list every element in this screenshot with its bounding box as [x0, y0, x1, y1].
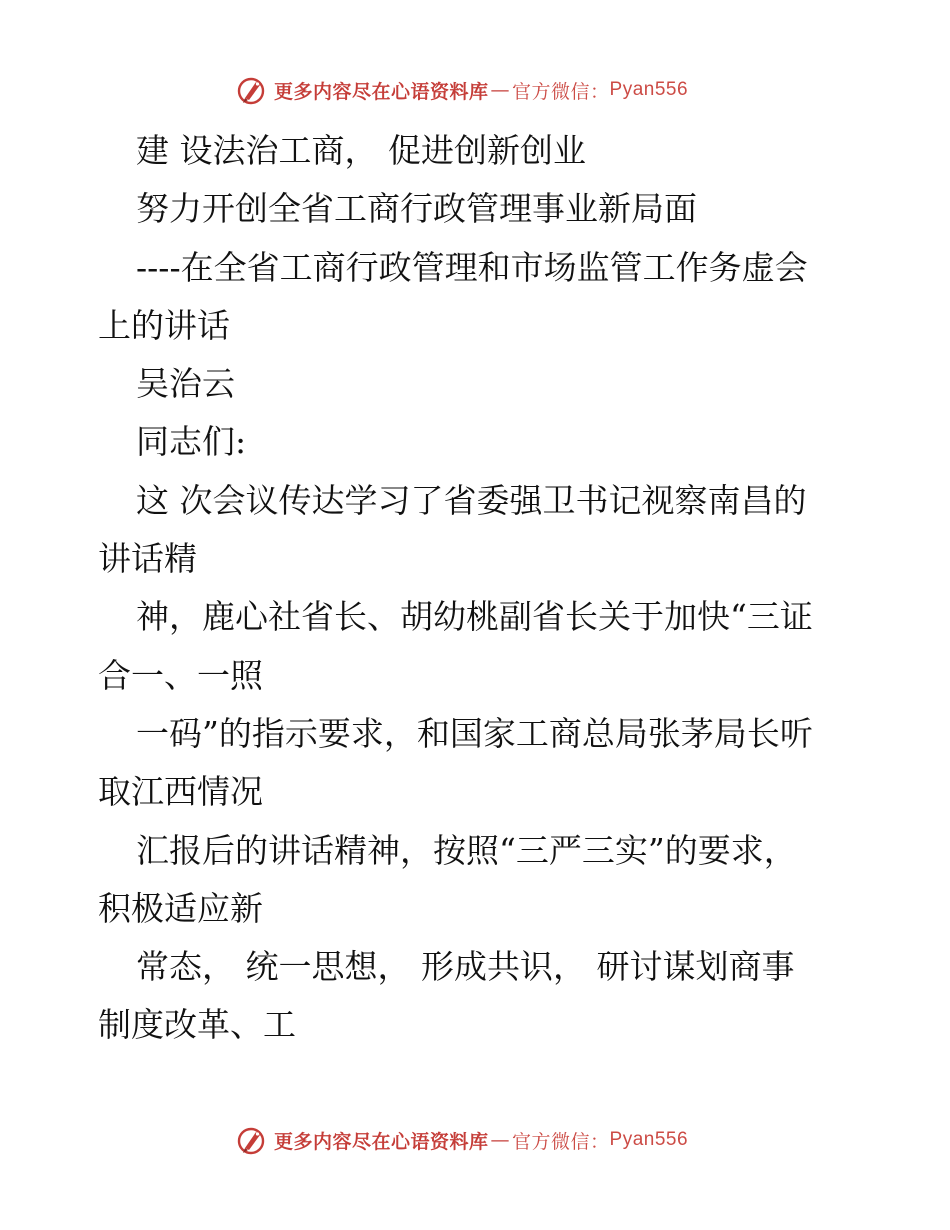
- paragraph-line: 取江西情况: [98, 772, 263, 812]
- document-body: [98, 122, 858, 1055]
- subtitle-line-1: ----在全省工商行政管理和市场监管工作务虚会: [136, 247, 808, 287]
- paragraph-line: 讲话精: [98, 539, 197, 579]
- pen-nib-logo-icon: [236, 1124, 268, 1156]
- author-name: 吴治云: [136, 364, 235, 404]
- paragraph-line: 合一、一照: [98, 655, 263, 695]
- salutation: 同志们:: [136, 422, 247, 462]
- header-watermark: [236, 73, 688, 107]
- subtitle-line-2: 上的讲话: [98, 305, 230, 345]
- watermark-contact-label: 官方微信：: [512, 1130, 610, 1153]
- watermark-separator: —: [490, 79, 511, 101]
- paragraph-line: 制度改革、工: [98, 1005, 296, 1045]
- paragraph-line: 常态， 统一思想， 形成共识， 研讨谋划商事: [136, 947, 795, 987]
- paragraph-line: 一码”的指示要求，和国家工商总局张茅局长听: [136, 713, 813, 753]
- watermark-text: 更多内容尽在心语资料库: [274, 1130, 489, 1153]
- watermark-contact-label: 官方微信：: [512, 80, 610, 103]
- paragraph-line: 这 次会议传达学习了省委强卫书记视察南昌的: [136, 480, 807, 520]
- watermark-contact-id: Pyan556: [609, 1129, 689, 1150]
- paragraph-line: 神，鹿心社省长、胡幼桃副省长关于加快“三证: [136, 597, 813, 637]
- title-line-2: 努力开创全省工商行政管理事业新局面: [136, 189, 697, 229]
- watermark-contact-id: Pyan556: [609, 79, 689, 100]
- watermark-separator: —: [490, 1129, 511, 1151]
- title-line-1: 建 设法治工商， 促进创新创业: [136, 131, 586, 170]
- paragraph-line: 积极适应新: [98, 888, 263, 928]
- footer-watermark: [236, 1123, 688, 1157]
- pen-nib-logo-icon: [236, 74, 268, 106]
- watermark-text: 更多内容尽在心语资料库: [274, 80, 489, 103]
- paragraph-line: 汇报后的讲话精神，按照“三严三实”的要求，: [136, 830, 797, 870]
- body-paragraph: [98, 472, 858, 1055]
